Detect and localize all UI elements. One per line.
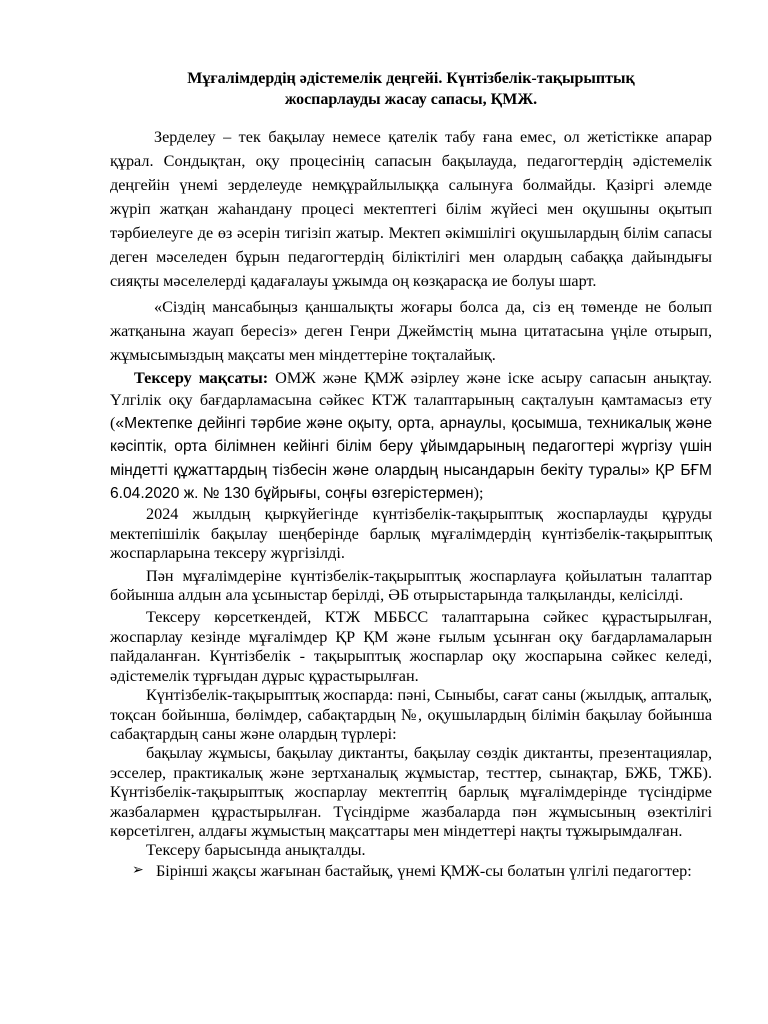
paragraph-findings: Тексеру барысында анықталды. [146,841,366,860]
title-line-1: Мұғалімдердің әдістемелік деңгейі. Күнтізбелік-тақырыптық [187,70,635,87]
paragraph-plan-contents: Күнтізбелік-тақырыптық жоспарда: пәні, Сыныбы, сағат саны (жылдық, апталық, тоқсан бойынша, бөлімдер, сабақтардың №, оқушылардың білімін бақылау бойынша сабақтардың саны және олардың түрлері: [110,686,712,743]
paragraph-recommendations: Пән мұғалімдеріне күнтізбелік-тақырыптық жоспарлауға қойылатын талаптар бойынша алдын ала ұсыныстар берілді, ӘБ отырыстарында талқыланды, келісілді. [110,566,712,605]
arrow-bullet-icon: ➢ [132,862,144,878]
purpose-order-citation: «Мектепке дейінгі тәрбие және оқыту, орта, арнаулы, қосымша, техникалық және кәсіптік, орта білімнен кейінгі білім беру ұйымдарының педагогтері жүргізу үшін міндетті құжаттардың тізбесін және олардың нысандарын бекіту туралы» ҚР БҒМ 6.04.2020 ж. № 130 бұйрығы, соңғы өзгерістермен [110,414,712,503]
purpose-text: ОМЖ және ҚМЖ әзірлеу және іске асыру сапасын анықтау. Үлгілік оқу бағдарламасына сәйкес КТЖ талаптарының сақталуын қамтамасыз ету ( [110,369,712,432]
paragraph-results: Тексеру көрсеткендей, КТЖ МББСС талаптарына сәйкес құрастырылған, жоспарлау кезінде мұғалімдер ҚР ҚМ және ғылым ұсынған оқу бағдарламаларын пайдаланған. Күнтізбелік - тақырыптық жоспарлар оқу жоспарына сәйкес келеді, әдістемелік тұрғыдан дұрыс құрастырылған. [110,608,712,685]
paragraph-purpose [110,367,712,505]
document-body [110,125,712,881]
title-line-2: жоспарлауды жасау сапасы, ҚМЖ. [284,91,538,108]
bullet-item [110,861,712,881]
page-title [110,68,712,110]
bullet-text: Бірінші жақсы жағынан бастайық, үнемі ҚМЖ-сы болатын үлгілі педагогтер: [156,861,692,880]
paragraph-september-check: 2024 жылдың қыркүйегінде күнтізбелік-тақырыптық жоспарлауды құруды мектепішілік бақылау шеңберінде барлық мұғалімдердің күнтізбелік-тақырыптық жоспарларына тексеру жүргізілді. [110,505,712,563]
purpose-label: Тексеру мақсаты: [134,369,269,387]
purpose-end: ); [473,484,484,503]
paragraph-quote: «Сіздің мансабыңыз қаншалықты жоғары болса да, сіз ең төменде не болып жатқанына жауап бересіз» деген Генри Джеймстің мына цитатасына үңіле отырып, жұмысымыздың мақсаты мен міндеттеріне тоқталайық. [110,298,712,364]
paragraph-control-types: бақылау жұмысы, бақылау диктанты, бақылау сөздік диктанты, презентациялар, эсселер, практикалық және зертханалық жұмыстар, тесттер, сынақтар, БЖБ, ТЖБ). Күнтізбелік-тақырыптық жоспарлау мектептің барлық мұғалімдерінде түсіндірме жазбалармен құрастырылған. Түсіндірме жазбаларда пән жұмысының өзектілігі көрсетілген, алдағы жұмыстың мақсаттары мен міндеттері нақты тұжырымдалған. [110,744,712,840]
paragraph-intro: Зерделеу – тек бақылау немесе қателік табу ғана емес, ол жетістікке апарар құрал. Сондықтан, оқу процесінің сапасын бақылауда, педагогтердің әдістемелік деңгейін үнемі зерделеуде немқұрайлылыққа салынуға болмайды. Қазіргі әлемде жүріп жатқан жаһандану процесі мектептегі білім жүйесі мен оқушыны оқытып тәрбиелеуге де өз әсерін тигізіп жатыр. Мектеп әкімшілігі оқушылардың білім сапасы деген мәселеден бұрын педагогтердің біліктілігі мен олардың сабаққа дайындығы сияқты мәселелерді қадағалауы ұжымда оң көзқарасқа ие болуы шарт. [110,128,712,290]
